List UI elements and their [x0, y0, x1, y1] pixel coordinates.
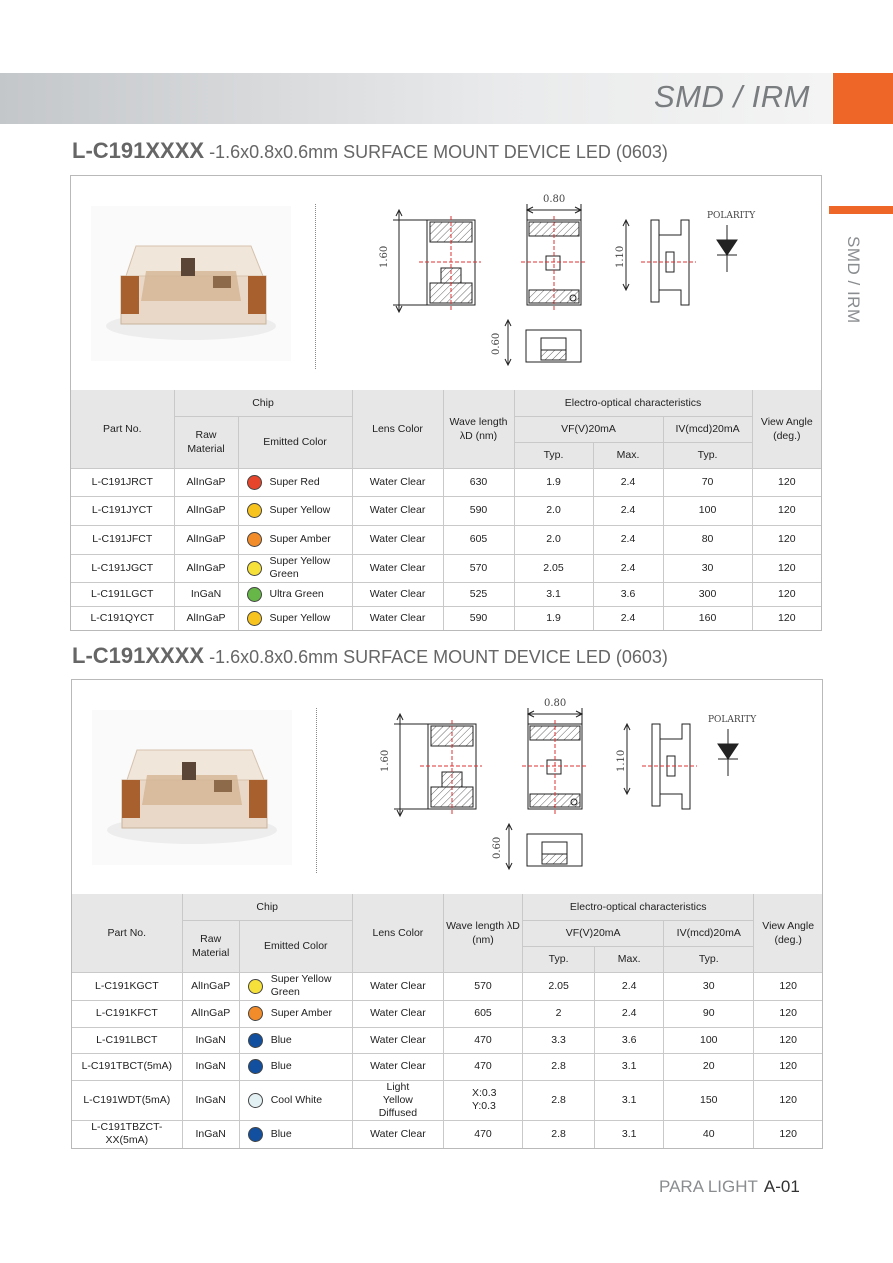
product-section [70, 175, 822, 631]
raw-material: InGaN [174, 582, 238, 606]
section-part-number: L-C191XXXX [72, 138, 205, 163]
lens-color: Water Clear [352, 582, 443, 606]
emitted-color: Super Yellow Green [270, 973, 332, 998]
emitted-color: Cool White [270, 1093, 323, 1106]
color-dot-icon [248, 1006, 263, 1021]
polarity-label: POLARITY [707, 211, 756, 221]
header-iv: IV(mcd)20mA [663, 416, 752, 442]
header-vf: VF(V)20mA [523, 920, 664, 946]
header-lens-color: Lens Color [352, 390, 443, 468]
color-dot-icon [247, 475, 262, 490]
header-vf: VF(V)20mA [514, 416, 663, 442]
table-row [72, 1120, 822, 1148]
wavelength: 470 [443, 1053, 522, 1080]
wavelength: 590 [443, 606, 514, 630]
polarity-label: POLARITY [708, 715, 757, 725]
iv-typ: 100 [663, 496, 752, 525]
wavelength: 605 [443, 1000, 522, 1027]
table-row [71, 582, 821, 606]
table-row [72, 1080, 822, 1120]
length-dimension: 1.60 [380, 749, 391, 772]
color-dot-icon [247, 561, 262, 576]
section-description: -1.6x0.8x0.6mm SURFACE MOUNT DEVICE LED (0603) [204, 647, 668, 667]
iv-typ: 300 [663, 582, 752, 606]
lens-color: Water Clear [352, 1027, 443, 1053]
vf-typ: 2 [523, 1000, 595, 1027]
wavelength: 525 [443, 582, 514, 606]
raw-material: AlInGaP [174, 525, 238, 554]
raw-material: InGaN [182, 1053, 239, 1080]
emitted-color: Super Amber [269, 533, 331, 545]
divider [315, 204, 316, 369]
raw-material: AlInGaP [182, 1000, 239, 1027]
side-category-label: SMD / IRM [844, 236, 863, 324]
height-dimension: 0.60 [492, 836, 503, 859]
part-number: L-C191TBCT(5mA) [72, 1053, 182, 1080]
vf-max: 2.4 [593, 554, 663, 582]
header-iv-typ: Typ. [664, 946, 754, 972]
color-dot-icon [248, 1033, 263, 1048]
side-dimension: 1.10 [615, 245, 626, 268]
raw-material: AlInGaP [174, 496, 238, 525]
table-row [72, 1027, 822, 1053]
emitted-color: Super Yellow [269, 611, 331, 624]
view-angle: 120 [752, 582, 821, 606]
view-angle: 120 [754, 1080, 822, 1120]
raw-material: InGaN [182, 1027, 239, 1053]
led-photo [92, 710, 292, 865]
header-chip: Chip [182, 894, 352, 920]
section-title [72, 643, 668, 669]
view-angle: 120 [754, 1000, 822, 1027]
color-dot-icon [247, 532, 262, 547]
vf-max: 2.4 [593, 606, 663, 630]
lens-color: Water Clear [352, 525, 443, 554]
header-band [0, 73, 832, 124]
dimension-drawing [372, 684, 772, 889]
color-dot-icon [247, 503, 262, 518]
spec-table [72, 894, 822, 1148]
emitted-color: Super Amber [270, 1007, 332, 1019]
vf-max: 2.4 [593, 525, 663, 554]
header-view-angle: View Angle (deg.) [754, 894, 822, 972]
table-row [71, 554, 821, 582]
length-dimension: 1.60 [379, 245, 390, 268]
iv-typ: 30 [664, 972, 754, 1000]
iv-typ: 20 [664, 1053, 754, 1080]
spec-table [71, 390, 821, 630]
header-part-no: Part No. [72, 894, 182, 972]
section-title [72, 138, 668, 164]
raw-material: AlInGaP [182, 972, 239, 1000]
vf-typ: 2.05 [523, 972, 595, 1000]
vf-typ: 2.0 [514, 525, 593, 554]
header-lens-color: Lens Color [352, 894, 443, 972]
emitted-color: Super Red [269, 475, 320, 488]
table-row [72, 972, 822, 1000]
category-title: SMD / IRM [653, 79, 810, 114]
table-row [71, 525, 821, 554]
vf-typ: 2.8 [523, 1120, 595, 1148]
header-vf-max: Max. [593, 442, 663, 468]
part-number: L-C191JGCT [71, 554, 174, 582]
part-number: L-C191KGCT [72, 972, 182, 1000]
header-iv: IV(mcd)20mA [664, 920, 754, 946]
iv-typ: 70 [663, 468, 752, 496]
wavelength: 470 [443, 1027, 522, 1053]
vf-max: 3.1 [595, 1053, 664, 1080]
iv-typ: 80 [663, 525, 752, 554]
header-electro-optical: Electro-optical characteristics [523, 894, 754, 920]
header-raw-material: Raw Material [174, 416, 238, 468]
lens-color: Water Clear [352, 554, 443, 582]
view-angle: 120 [754, 972, 822, 1000]
view-angle: 120 [754, 1120, 822, 1148]
vf-typ: 1.9 [514, 468, 593, 496]
lens-color: Water Clear [352, 1053, 443, 1080]
vf-typ: 3.3 [523, 1027, 595, 1053]
color-dot-icon [247, 587, 262, 602]
lens-color: Light Yellow Diffused [352, 1080, 443, 1120]
part-number: L-C191LGCT [71, 582, 174, 606]
footer-brand: PARA LIGHT [659, 1177, 758, 1196]
section-part-number: L-C191XXXX [72, 643, 205, 668]
iv-typ: 40 [664, 1120, 754, 1148]
table-row [71, 496, 821, 525]
header-wavelength: Wave length λD (nm) [443, 894, 522, 972]
header-electro-optical: Electro-optical characteristics [514, 390, 752, 416]
vf-typ: 1.9 [514, 606, 593, 630]
vf-typ: 2.8 [523, 1053, 595, 1080]
raw-material: AlInGaP [174, 468, 238, 496]
side-dimension: 1.10 [616, 749, 627, 772]
header-raw-material: Raw Material [182, 920, 239, 972]
vf-max: 2.4 [595, 1000, 664, 1027]
view-angle: 120 [752, 496, 821, 525]
side-accent [829, 206, 893, 214]
wavelength: 470 [443, 1120, 522, 1148]
header-vf-max: Max. [595, 946, 664, 972]
figure-area [71, 176, 821, 390]
wavelength: 570 [443, 554, 514, 582]
view-angle: 120 [752, 606, 821, 630]
table-row [72, 1053, 822, 1080]
view-angle: 120 [752, 554, 821, 582]
width-dimension: 0.80 [543, 194, 566, 205]
emitted-color: Blue [270, 1033, 292, 1046]
raw-material: AlInGaP [174, 554, 238, 582]
table-row [72, 1000, 822, 1027]
product-section [71, 679, 823, 1149]
raw-material: InGaN [182, 1080, 239, 1120]
emitted-color: Ultra Green [269, 587, 324, 600]
part-number: L-C191WDT(5mA) [72, 1080, 182, 1120]
header-iv-typ: Typ. [663, 442, 752, 468]
color-dot-icon [248, 1093, 263, 1108]
table-row [71, 606, 821, 630]
header-vf-typ: Typ. [523, 946, 595, 972]
wavelength: X:0.3 Y:0.3 [443, 1080, 522, 1120]
vf-max: 3.6 [595, 1027, 664, 1053]
vf-max: 2.4 [595, 972, 664, 1000]
emitted-color: Blue [270, 1060, 292, 1072]
wavelength: 590 [443, 496, 514, 525]
color-dot-icon [248, 979, 263, 994]
divider [316, 708, 317, 873]
lens-color: Water Clear [352, 1000, 443, 1027]
view-angle: 120 [752, 525, 821, 554]
lens-color: Water Clear [352, 1120, 443, 1148]
vf-typ: 3.1 [514, 582, 593, 606]
header-view-angle: View Angle (deg.) [752, 390, 821, 468]
part-number: L-C191QYCT [71, 606, 174, 630]
vf-max: 2.4 [593, 496, 663, 525]
wavelength: 605 [443, 525, 514, 554]
view-angle: 120 [752, 468, 821, 496]
color-dot-icon [247, 611, 262, 626]
page-number: A-01 [763, 1177, 800, 1196]
header-accent [833, 73, 893, 124]
header-vf-typ: Typ. [514, 442, 593, 468]
part-number: L-C191JYCT [71, 496, 174, 525]
part-number: L-C191LBCT [72, 1027, 182, 1053]
raw-material: InGaN [182, 1120, 239, 1148]
emitted-color: Super Yellow Green [269, 555, 331, 580]
emitted-color: Super Yellow [269, 504, 331, 516]
header-emitted-color: Emitted Color [239, 920, 352, 972]
lens-color: Water Clear [352, 972, 443, 1000]
header-chip: Chip [174, 390, 352, 416]
vf-typ: 2.05 [514, 554, 593, 582]
lens-color: Water Clear [352, 468, 443, 496]
color-dot-icon [248, 1127, 263, 1142]
section-description: -1.6x0.8x0.6mm SURFACE MOUNT DEVICE LED (0603) [204, 142, 668, 162]
header-part-no: Part No. [71, 390, 174, 468]
part-number: L-C191KFCT [72, 1000, 182, 1027]
emitted-color: Blue [270, 1127, 292, 1140]
footer [659, 1177, 800, 1197]
wavelength: 630 [443, 468, 514, 496]
view-angle: 120 [754, 1053, 822, 1080]
led-photo [91, 206, 291, 361]
vf-typ: 2.0 [514, 496, 593, 525]
width-dimension: 0.80 [544, 698, 567, 709]
wavelength: 570 [443, 972, 522, 1000]
dimension-drawing [371, 180, 771, 385]
header-wavelength: Wave length λD (nm) [443, 390, 514, 468]
part-number: L-C191TBZCT-XX(5mA) [72, 1120, 182, 1148]
vf-max: 3.1 [595, 1080, 664, 1120]
raw-material: AlInGaP [174, 606, 238, 630]
iv-typ: 100 [664, 1027, 754, 1053]
height-dimension: 0.60 [491, 332, 502, 355]
vf-max: 3.6 [593, 582, 663, 606]
header-emitted-color: Emitted Color [238, 416, 352, 468]
vf-typ: 2.8 [523, 1080, 595, 1120]
table-row [71, 468, 821, 496]
lens-color: Water Clear [352, 606, 443, 630]
iv-typ: 90 [664, 1000, 754, 1027]
iv-typ: 30 [663, 554, 752, 582]
iv-typ: 160 [663, 606, 752, 630]
vf-max: 3.1 [595, 1120, 664, 1148]
figure-area [72, 680, 822, 894]
vf-max: 2.4 [593, 468, 663, 496]
view-angle: 120 [754, 1027, 822, 1053]
color-dot-icon [248, 1059, 263, 1074]
lens-color: Water Clear [352, 496, 443, 525]
part-number: L-C191JFCT [71, 525, 174, 554]
iv-typ: 150 [664, 1080, 754, 1120]
part-number: L-C191JRCT [71, 468, 174, 496]
